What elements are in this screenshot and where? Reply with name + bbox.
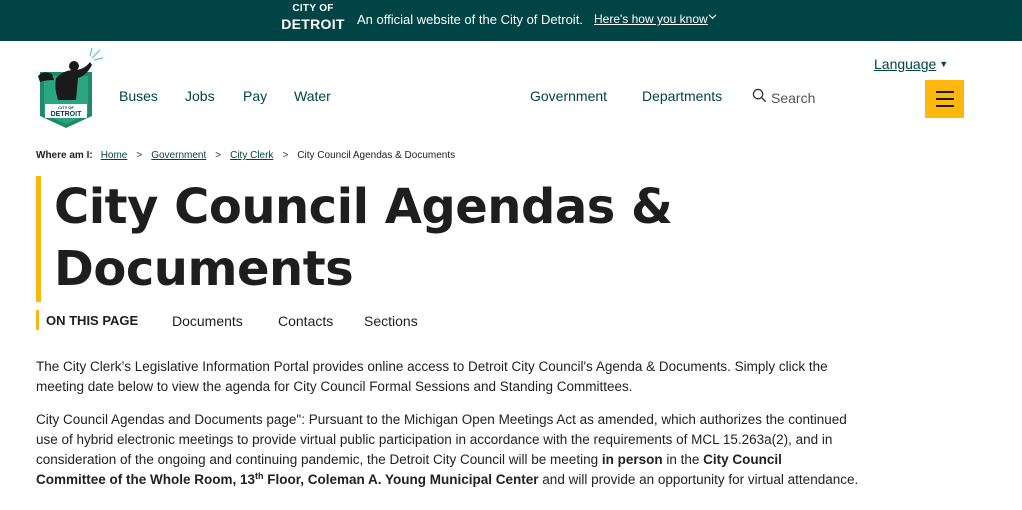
search-icon [752,88,767,108]
logo-text-bottom: DETROIT [50,111,82,118]
title-accent-bar [36,176,41,302]
page-title [54,176,814,300]
page-title-line2: Documents [54,241,354,297]
breadcrumb-label: Where am I: [36,150,93,161]
notice-bold-center: Floor, Coleman A. Young Municipal Center [263,472,539,487]
hamburger-icon-bar [936,105,954,107]
page-title-line1: City Council Agendas & [54,179,673,235]
chevron-down-icon[interactable] [708,12,717,24]
nav-buses[interactable]: Buses [119,88,158,104]
chevron-right-icon: > [215,150,222,161]
banner-logo-small: CITY OF [292,3,334,14]
jump-link-documents[interactable]: Documents [172,313,243,329]
hamburger-icon-bar [936,98,954,100]
nav-water[interactable]: Water [294,88,331,104]
logo-text-top: CITY OF [58,105,74,110]
notice-line-1: City Council Agendas and Documents page": Pursuant to the Michigan Open Meetings Act as amended, which authorizes the continued [36,412,847,427]
heres-how-you-know-link[interactable]: Here's how you know [594,12,708,26]
breadcrumb-government[interactable]: Government [151,150,207,161]
on-this-page-accent-bar [36,310,39,330]
language-selector[interactable] [874,56,948,72]
banner-text: An official website of the City of Detroit. [357,12,583,27]
breadcrumb [36,150,455,161]
notice-line-2: use of hybrid electronic meetings to provide virtual public participation in accordance with the requirements of MCL 15.263a(2), and in [36,432,833,447]
nav-jobs[interactable]: Jobs [185,88,215,104]
search-label: Search [771,90,816,106]
notice-line-3b: in the [662,452,704,467]
banner-logo [281,4,345,31]
on-this-page-label: ON THIS PAGE [46,313,139,328]
notice-superscript: th [255,471,264,481]
breadcrumb-current: City Council Agendas & Documents [297,150,456,161]
intro-line-1: The City Clerk’s Legislative Information Portal provides online access to Detroit City Council's Agenda & Documents. Simply click the [36,359,828,374]
language-label: Language [874,56,937,72]
notice-bold-in-person: in person [601,452,663,467]
banner-logo-big: DETROIT [281,16,345,32]
nav-government[interactable]: Government [530,88,608,104]
open-meetings-paragraph [36,410,966,490]
notice-bold-city-council: City Council [703,452,782,467]
notice-bold-room: Committee of the Whole Room, 13 [36,472,256,487]
city-of-detroit-logo[interactable] [34,48,104,130]
official-banner [0,0,1022,41]
intro-line-2: meeting date below to view the agenda for City Council Formal Sessions and Standing Committees. [36,379,633,394]
hamburger-icon-bar [936,91,954,93]
search-button[interactable] [752,88,815,108]
nav-pay[interactable]: Pay [243,88,268,104]
jump-link-sections[interactable]: Sections [364,313,418,329]
intro-paragraph [36,357,966,397]
chevron-right-icon: > [282,150,289,161]
breadcrumb-city-clerk[interactable]: City Clerk [230,150,274,161]
breadcrumb-home[interactable]: Home [100,150,128,161]
nav-departments[interactable]: Departments [642,88,723,104]
notice-line-4: and will provide an opportunity for virtual attendance. [538,472,859,487]
caret-down-icon: ▼ [939,59,949,69]
chevron-right-icon: > [136,150,143,161]
notice-line-3a: consideration of the ongoing and continuing pandemic, the Detroit City Council will be meeting [36,452,602,467]
jump-link-contacts[interactable]: Contacts [278,313,334,329]
menu-button[interactable] [925,80,964,118]
